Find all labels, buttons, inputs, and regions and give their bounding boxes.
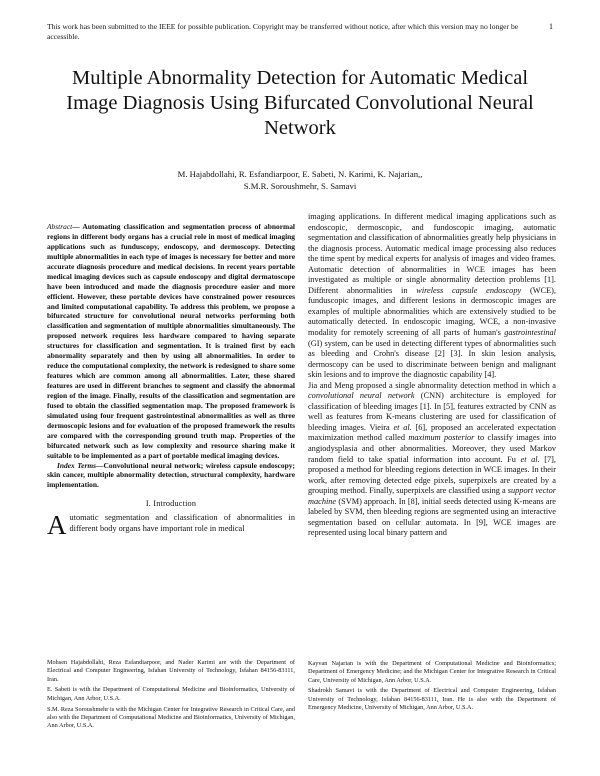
italic-term: convolutional neural network: [308, 391, 415, 401]
text-run: imaging applications. In different medical imaging applications such as endoscopic, dermoscopic, and fundoscopic imaging, automatic segmentation and classification of abnormalities greatly help physicians in the diagnosis process. Automatic medical image processing also reduces the time spent by medical experts for analysis of images and video frames. Automatic detection of abnormalities in WCE images has been investigated as multiple or single abnormality detection problems [1]. Different abnormalities in: [308, 212, 556, 295]
author-line-1: M. Hajabdollahi, R. Esfandiarpoor, E. Sabeti, N. Karimi, K. Najarian,,: [177, 169, 423, 179]
italic-term: gastrointestinal: [504, 328, 556, 338]
footnote: Mohsen Hajabdollahi, Reza Esfandiarpoor, and Nader Karimi are with the Department of Electrical and Computer Engineering, Isfahan University of Technology, Isfahan 84156-83111, Iran.: [47, 659, 295, 683]
footnotes-right: [308, 660, 556, 715]
italic-term: support vector machine: [308, 486, 556, 506]
footnote: E. Sabeti is with the Department of Computational Medicine and Bioinformatics, University of Michigan, Ann Arbor, U.S.A.: [47, 686, 295, 702]
text-run: (SVM) approach. In [8], initial seeds detected using K-means are labeled by SVM, then bleeding regions are segmented using an interactive segmentation based on cellular automata. In [9], WCE images are represented using local binary pattern and: [308, 496, 556, 538]
author-line-2: S.M.R. Soroushmehr, S. Samavi: [243, 181, 357, 191]
paper-title: Multiple Abnormality Detection for Automatic Medical Image Diagnosis Using Bifurcated Convolutional Neural Network: [66, 67, 534, 139]
footnote: Shadrokh Samavi is with the Department of Electrical and Computer Engineering, Isfahan University of Technology, Isfahan 84156-83111, Iran. He is also with the Department of Emergency Medicine, University of Michigan, Ann Arbor, U.S.A.: [308, 687, 556, 712]
text-run: to classify images into angiodysplasia and other abnormalities. Moreover, they used Markov random field to take spatial information into account. Fu: [308, 433, 556, 464]
body-paragraph-1: [308, 212, 556, 381]
index-terms: [47, 461, 295, 491]
author-list: [60, 168, 540, 192]
index-terms-text: —Convolutional neural network; wireless capsule endoscopy; skin cancer, multiple abnormality detection, structural complexity, hardware implementation.: [47, 460, 295, 490]
section-heading: I. Introduction: [145, 499, 197, 509]
italic-term: maximum posterior: [408, 433, 475, 443]
italic-term: et al.: [520, 454, 540, 464]
text-run: Jia and Meng proposed a single abnormality detection method in which a: [308, 380, 556, 390]
abstract: [47, 222, 295, 461]
text-run: [6], proposed an accelerated expectation maximization method called: [308, 422, 556, 443]
footnote: Kayvan Najarian is with the Department of Computational Medicine and Bioinformatics; Department of Emergency Medicine; and the Michigan Center for Integrative Research in Critical Care, University of Michigan, Ann Arbor, U.S.A.: [308, 660, 556, 684]
italic-term: wireless capsule endoscopy: [416, 285, 522, 295]
drop-cap: A: [47, 510, 67, 541]
footnote: S.M. Reza Soroushmehr is with the Michigan Center for Integrative Research in Critical Care, and also with the Department of Computational Medicine and Bioinformatics, University of Michigan, Ann Arbor, U.S.A.: [47, 705, 295, 730]
footnotes-left: [47, 659, 295, 733]
text-run: (WCE), funduscopic images, and different lesions in dermoscopic images are examples of multiple abnormalities which are extensively studied to be automatically detected. In endoscopic imaging, WCE, a non-invasive modality for remotely screening of all parts of human's: [308, 285, 557, 338]
intro-text: utomatic segmentation and classification of abnormalities in different body organs have important role in medical: [69, 513, 295, 533]
page-number: 1: [549, 22, 553, 31]
text-run: (GI) system, can be used in detecting different types of abnormalities such as bleeding and Crohn's disease [2] [3]. In skin lesion analysis, dermoscopy can be used to discriminate between benign and malignant skin lesions and to improve the diagnostic capability [4].: [308, 338, 556, 380]
text-run: (CNN) architecture is employed for classification of bleeding images [1]. In [5], features extracted by CNN as well as features from K-means clustering are used for classification of bleeding images. Vieira: [308, 391, 556, 432]
index-terms-label: Index Terms: [57, 460, 97, 470]
italic-term: et al.: [393, 422, 412, 432]
abstract-label: Abstract: [47, 222, 73, 231]
text-run: [7], proposed a method for bleeding regions detection in WCE images. In their work, after removing detected edge pixels, superpixels are created by a grouping method. Finally, superpixels are classified using a: [308, 454, 556, 496]
right-column: [308, 212, 556, 539]
copyright-notice: This work has been submitted to the IEEE for possible publication. Copyright may be transferred without notice, after which this version may no longer be accessible.: [47, 22, 519, 41]
intro-paragraph: [47, 510, 295, 541]
left-column: [47, 222, 295, 541]
abstract-text: — Automating classification and segmentation process of abnormal regions in different body organs has a crucial role in most of medical imaging applications such as funduscopy, endoscopy, and dermoscopy. Detecting multiple abnormalities in each type of images is necessary for better and more accurate diagnosis procedure and medical decisions. In recent years portable medical imaging devices such as capsule endoscopy and digital dermatoscope have been introduced and made the diagnosis procedure easier and more efficient. However, these portable devices have constrained power resources and limited computational capability. To address this problem, we propose a bifurcated structure for convolutional neural networks performing both classification and segmentation of multiple abnormalities simultaneously. The proposed network requires less hardware compared to having separate structures for classification and segmentation. It is trained first by each abnormality separately and then by using all abnormalities. In order to reduce the computational complexity, the network is redesigned to share some features which are common among all abnormalities. Later, these shared features are used in different branches to segment and classify the abnormal region of the image. Finally, results of the classification and segmentation are fused to obtain the classified segmentation map. The proposed framework is simulated using four frequent gastrointestinal abnormalities as well as three dermoscopic lesions and for evaluation of the proposed framework the results are compared with the corresponding ground truth map. Properties of the bifurcated network such as low complexity and resource sharing make it suitable to be implemented as a part of portable medical imaging devices.: [47, 222, 295, 460]
body-paragraph-2: [308, 381, 556, 539]
